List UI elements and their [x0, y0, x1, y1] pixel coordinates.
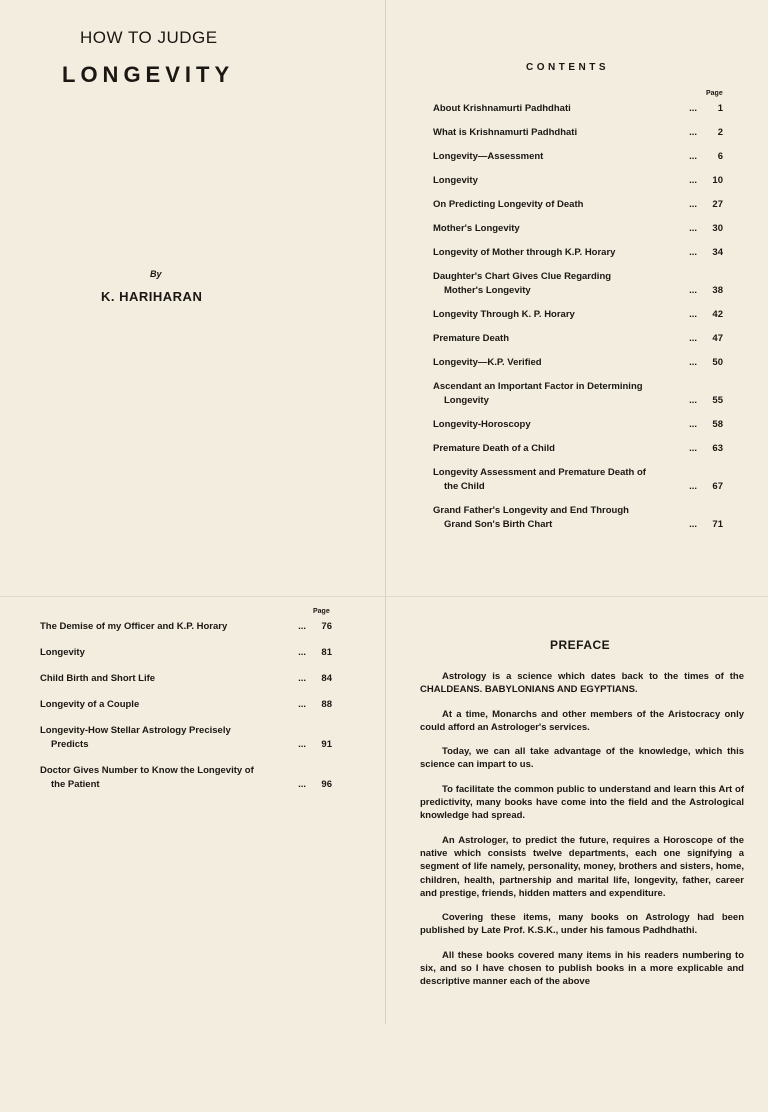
toc-leader-dots: ...: [689, 309, 697, 320]
toc-entry-title: Mother's Longevity: [433, 223, 520, 234]
toc-entry: [433, 150, 723, 164]
contents-continued-list: [40, 620, 332, 804]
contents-list: [433, 102, 723, 542]
toc-entry-page-number: 2: [717, 127, 723, 138]
toc-entry-page-number: 84: [321, 673, 332, 684]
toc-entry: [433, 174, 723, 188]
author-name: K. HARIHARAN: [101, 289, 203, 304]
toc-entry-title: Child Birth and Short Life: [40, 673, 156, 684]
toc-leader-dots: ...: [298, 739, 306, 750]
toc-entry-page-number: 91: [321, 739, 332, 750]
toc-leader-dots: ...: [689, 175, 697, 186]
toc-entry: [433, 380, 723, 408]
toc-entry-page-number: 63: [712, 443, 723, 454]
preface-page: [384, 600, 768, 1112]
contents-page: [384, 0, 768, 530]
toc-leader-dots: ...: [689, 395, 697, 406]
toc-entry-page-number: 67: [712, 481, 723, 492]
toc-leader-dots: ...: [689, 333, 697, 344]
toc-leader-dots: ...: [689, 357, 697, 368]
toc-entry-title: Ascendant an Important Factor in Determining: [433, 381, 643, 392]
toc-entry-page-number: 76: [321, 621, 332, 632]
toc-entry: [40, 672, 332, 686]
toc-entry-page-number: 96: [321, 779, 332, 790]
toc-entry-title: Longevity: [433, 175, 478, 186]
toc-entry-title: What is Krishnamurti Padhdhati: [433, 127, 578, 138]
preface-paragraph: An Astrologer, to predict the future, requires a Horoscope of the native which consists twelve departments, each one signifying a segment of life namely, personality, money, brothers and sisters, home, children, health, partnership and marital life, longevity, father, career and prestige, friends, hidden matters and expenditure.: [420, 834, 744, 899]
by-label: By: [150, 269, 162, 279]
book-title: LONGEVITY: [62, 62, 235, 87]
toc-leader-dots: ...: [689, 443, 697, 454]
book-subtitle: HOW TO JUDGE: [80, 28, 218, 47]
toc-entry-title: Longevity Assessment and Premature Death of: [433, 467, 646, 478]
toc-entry-title: Daughter's Chart Gives Clue Regarding: [433, 271, 612, 282]
toc-entry: [433, 466, 723, 494]
toc-entry-page-number: 55: [712, 395, 723, 406]
toc-leader-dots: ...: [298, 699, 306, 710]
toc-entry-page-number: 42: [712, 309, 723, 320]
toc-entry-title: Grand Father's Longevity and End Through: [433, 505, 629, 516]
toc-entry-page-number: 58: [712, 419, 723, 430]
toc-entry: [433, 102, 723, 116]
toc-entry: [433, 332, 723, 346]
title-page: [0, 0, 384, 512]
toc-entry-title: Longevity: [40, 647, 85, 658]
toc-entry-title-continued: the Child: [444, 481, 485, 492]
toc-entry-title: The Demise of my Officer and K.P. Horary: [40, 621, 228, 632]
preface-paragraph: To facilitate the common public to understand and learn this Art of predictivity, many books have come into the field and the Astrological knowledge had spread.: [420, 783, 744, 822]
toc-entry: [433, 308, 723, 322]
toc-entry-page-number: 47: [712, 333, 723, 344]
toc-entry: [40, 764, 332, 792]
toc-leader-dots: ...: [689, 199, 697, 210]
toc-entry-page-number: 1: [717, 103, 723, 114]
toc-leader-dots: ...: [298, 647, 306, 658]
toc-entry-title: Longevity of Mother through K.P. Horary: [433, 247, 616, 258]
toc-entry: [433, 126, 723, 140]
toc-entry: [40, 646, 332, 660]
toc-entry-title: About Krishnamurti Padhdhati: [433, 103, 571, 114]
toc-entry: [40, 698, 332, 712]
toc-entry-title: Premature Death: [433, 333, 510, 344]
toc-leader-dots: ...: [298, 673, 306, 684]
toc-entry-page-number: 30: [712, 223, 723, 234]
toc-entry-title-continued: the Patient: [51, 779, 100, 790]
preface-paragraph: Covering these items, many books on Astrology had been published by Late Prof. K.S.K., under his famous Padhdhathi.: [420, 912, 744, 937]
toc-entry: [40, 724, 332, 752]
preface-heading: PREFACE: [550, 638, 611, 652]
toc-leader-dots: ...: [689, 151, 697, 162]
horizontal-page-fold: [0, 596, 768, 597]
toc-leader-dots: ...: [689, 247, 697, 258]
toc-entry-page-number: 27: [712, 199, 723, 210]
page-column-label: Page: [706, 90, 723, 97]
toc-leader-dots: ...: [689, 419, 697, 430]
contents-heading: CONTENTS: [526, 62, 609, 73]
preface-paragraph: Today, we can all take advantage of the knowledge, which this science can impart to us.: [420, 746, 744, 771]
toc-entry: [40, 620, 332, 634]
toc-entry-page-number: 6: [717, 151, 723, 162]
toc-entry: [433, 504, 723, 532]
toc-entry-title: On Predicting Longevity of Death: [433, 199, 584, 210]
preface-paragraph: At a time, Monarchs and other members of the Aristocracy only could afford an Astrologer's services.: [420, 708, 744, 733]
toc-entry: [433, 356, 723, 370]
toc-leader-dots: ...: [689, 103, 697, 114]
toc-entry-page-number: 88: [321, 699, 332, 710]
contents-continued-page: [0, 600, 384, 1112]
toc-entry-title: Premature Death of a Child: [433, 443, 555, 454]
toc-entry: [433, 222, 723, 236]
toc-leader-dots: ...: [298, 621, 306, 632]
preface-body: [420, 670, 744, 1000]
toc-entry-title: Longevity-Horoscopy: [433, 419, 531, 430]
toc-leader-dots: ...: [689, 285, 697, 296]
toc-entry-title: Longevity of a Couple: [40, 699, 140, 710]
toc-leader-dots: ...: [689, 481, 697, 492]
preface-paragraph: All these books covered many items in his readers numbering to six, and so I have chosen to publish books in a more explicable and descriptive manner each of the above: [420, 949, 744, 988]
toc-entry-title: Longevity Through K. P. Horary: [433, 309, 575, 320]
toc-entry-title-continued: Mother's Longevity: [444, 285, 531, 296]
toc-entry-title-continued: Longevity: [444, 395, 489, 406]
toc-entry-page-number: 38: [712, 285, 723, 296]
toc-leader-dots: ...: [689, 519, 697, 530]
toc-entry-title: Doctor Gives Number to Know the Longevity of: [40, 765, 254, 776]
toc-entry: [433, 442, 723, 456]
toc-leader-dots: ...: [689, 127, 697, 138]
toc-entry-title: Longevity—K.P. Verified: [433, 357, 542, 368]
toc-entry: [433, 246, 723, 260]
toc-entry-title: Longevity—Assessment: [433, 151, 544, 162]
toc-entry: [433, 418, 723, 432]
toc-entry-title: Longevity-How Stellar Astrology Precisely: [40, 725, 231, 736]
toc-entry-page-number: 50: [712, 357, 723, 368]
page-column-label: Page: [313, 608, 330, 615]
toc-entry-page-number: 71: [712, 519, 723, 530]
preface-paragraph: Astrology is a science which dates back to the times of the CHALDEANS. BABYLONIANS AND EGYPTIANS.: [420, 671, 744, 696]
toc-entry-page-number: 10: [712, 175, 723, 186]
toc-entry: [433, 270, 723, 298]
toc-entry-title-continued: Grand Son's Birth Chart: [444, 519, 553, 530]
toc-entry-title-continued: Predicts: [51, 739, 89, 750]
toc-entry-page-number: 81: [321, 647, 332, 658]
toc-entry-page-number: 34: [712, 247, 723, 258]
toc-leader-dots: ...: [298, 779, 306, 790]
toc-leader-dots: ...: [689, 223, 697, 234]
toc-entry: [433, 198, 723, 212]
